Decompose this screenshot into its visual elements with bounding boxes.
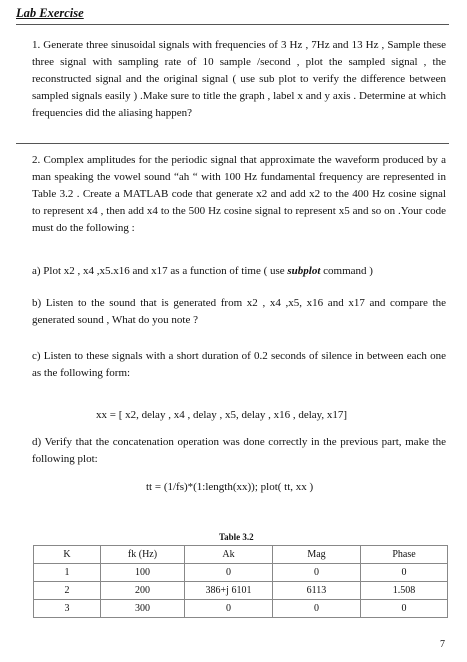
plot-code: tt = (1/fs)*(1:length(xx)); plot( tt, xx ) — [146, 481, 314, 493]
table-header-fk: fk (Hz) — [101, 546, 185, 564]
lab-exercise-heading: Lab Exercise — [16, 6, 84, 20]
table-cell: 200 — [101, 582, 185, 600]
table-cell: 0 — [361, 564, 448, 582]
table-header-row — [34, 546, 448, 564]
table-row — [34, 600, 448, 618]
question-2a-text — [32, 263, 446, 280]
page-number: 7 — [440, 639, 445, 650]
table-cell: 0 — [273, 564, 361, 582]
table-header-k: K — [34, 546, 101, 564]
question-1-text: 1. Generate three sinusoidal signals with frequencies of 3 Hz , 7Hz and 13 Hz , Sample these three signal with sampling rate of 10 sample /second , plot the sampled signal , the reconstructed signal and the original signal ( use sub plot to verify the difference between sampled signals easily ) .Make sure to title the graph , label x and y axis . Determine at which frequencies did the aliasing happen? — [32, 39, 446, 119]
table-cell: 2 — [34, 582, 101, 600]
question-2a-suffix: command ) — [320, 265, 373, 277]
table-cell: 0 — [273, 600, 361, 618]
table-cell: 0 — [185, 600, 273, 618]
table-header-mag: Mag — [273, 546, 361, 564]
table-cell: 3 — [34, 600, 101, 618]
table-header-phase: Phase — [361, 546, 448, 564]
question-2a-prefix: a) Plot x2 , x4 ,x5.x16 and x17 as a function of time ( use — [32, 265, 288, 277]
question-2d-text: d) Verify that the concatenation operation was done correctly in the previous part, make the following plot: — [32, 436, 446, 465]
table-cell: 6113 — [273, 582, 361, 600]
table-cell: 0 — [361, 600, 448, 618]
question-2b-text: b) Listen to the sound that is generated from x2 , x4 ,x5, x16 and x17 and compare the generated sound , What do you note ? — [32, 297, 446, 326]
table-header-ak: Ak — [185, 546, 273, 564]
table-cell: 100 — [101, 564, 185, 582]
table-cell: 0 — [185, 564, 273, 582]
section-divider — [16, 143, 449, 144]
amplitude-table — [33, 545, 448, 618]
question-2-intro: 2. Complex amplitudes for the periodic signal that approximate the waveform produced by a man speaking the vowel sound “ah “ with 100 Hz fundamental frequency are represented in Table 3.2 . Create a MATLAB code that generate x2 and add x2 to the 400 Hz cosine signal to represent x4 , then add x4 to the 500 Hz cosine signal to represent x5 and so on .Your code must do the following : — [32, 154, 446, 234]
section-divider — [16, 24, 449, 25]
question-2c-text: c) Listen to these signals with a short duration of 0.2 seconds of silence in between each one as the following form: — [32, 350, 446, 379]
table-caption: Table 3.2 — [219, 532, 254, 542]
table-row — [34, 564, 448, 582]
table-row — [34, 582, 448, 600]
table-cell: 386+j 6101 — [185, 582, 273, 600]
subplot-command: subplot — [287, 265, 321, 277]
table-cell: 300 — [101, 600, 185, 618]
table-cell: 1 — [34, 564, 101, 582]
table-cell: 1.508 — [361, 582, 448, 600]
concatenation-code: xx = [ x2, delay , x4 , delay , x5, delay , x16 , delay, x17] — [96, 409, 348, 421]
